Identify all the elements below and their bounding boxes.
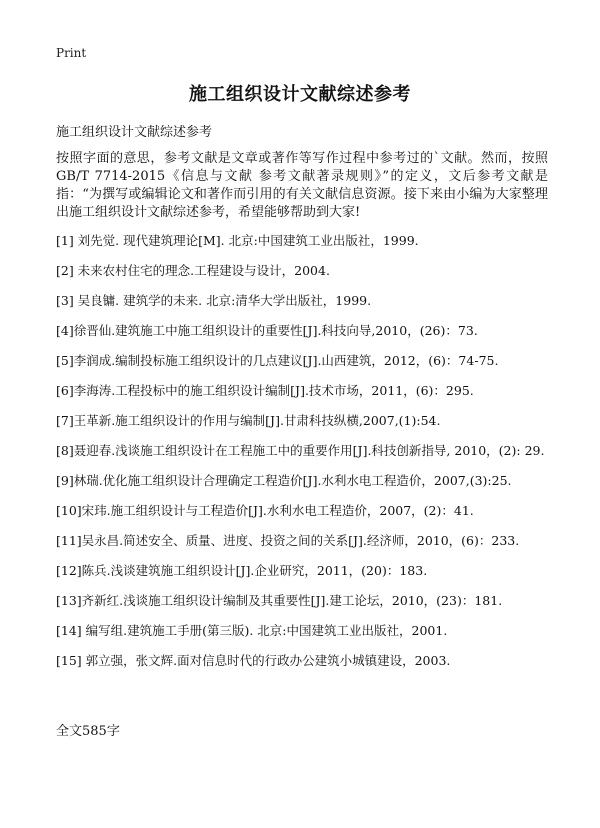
reference-item: [11]吴永昌.简述安全、质量、进度、投资之间的关系[J].经济师，2010，(6)：233. [56, 533, 520, 548]
page-title: 施工组织设计文献综述参考 [189, 84, 411, 105]
reference-item: [1] 刘先觉. 现代建筑理论[M]. 北京:中国建筑工业出版社，1999. [56, 233, 419, 248]
reference-item: [2] 未来农村住宅的理念.工程建设与设计，2004. [56, 263, 330, 278]
intro-paragraph: 按照字面的意思，参考文献是文章或著作等写作过程中参考过的`文献。然而，按照GB/T 7714-2015《信息与文献 参考文献著录规则》”的定义，文后参考文献是指：“为撰写或编辑论文和著作而引用的有关文献信息资源。接下来由小编为大家整理出施工组织设计文献综述参考，希望能够帮助到大家! [56, 151, 548, 220]
reference-item: [8]聂迎春.浅谈施工组织设计在工程施工中的重要作用[J].科技创新指导, 2010，(2): 29. [56, 443, 545, 458]
reference-item: [9]林瑞.优化施工组织设计合理确定工程造价[J].水利水电工程造价，2007,(3):25. [56, 473, 512, 488]
print-link[interactable]: Print [56, 46, 87, 60]
reference-item: [13]齐新红.浅谈施工组织设计编制及其重要性[J].建工论坛，2010，(23)：181. [56, 593, 503, 608]
reference-list [56, 232, 556, 682]
reference-item: [15] 郭立强，张文辉.面对信息时代的行政办公建筑小城镇建设，2003. [56, 653, 451, 668]
reference-item: [7]王革新.施工组织设计的作用与编制[J].甘肃科技纵横,2007,(1):54. [56, 413, 441, 428]
document-subtitle: 施工组织设计文献综述参考 [56, 125, 213, 140]
reference-item: [12]陈兵.浅谈建筑施工组织设计[J].企业研究，2011，(20)：183. [56, 563, 428, 578]
reference-item: [4]徐晋仙.建筑施工中施工组织设计的重要性[J].科技向导,2010，(26)：73. [56, 323, 478, 338]
reference-item: [5]李润成.编制投标施工组织设计的几点建议[J].山西建筑，2012，(6)：74-75. [56, 353, 499, 368]
reference-item: [10]宋玮.施工组织设计与工程造价[J].水利水电工程造价，2007，(2)：41. [56, 503, 474, 518]
word-count: 全文585字 [56, 724, 120, 739]
reference-item: [14] 编写组.建筑施工手册(第三版). 北京:中国建筑工业出版社，2001. [56, 623, 448, 638]
reference-item: [3] 吴良镛. 建筑学的未来. 北京:清华大学出版社，1999. [56, 293, 372, 308]
reference-item: [6]李海涛.工程投标中的施工组织设计编制[J].技术市场，2011，(6)：295. [56, 383, 474, 398]
